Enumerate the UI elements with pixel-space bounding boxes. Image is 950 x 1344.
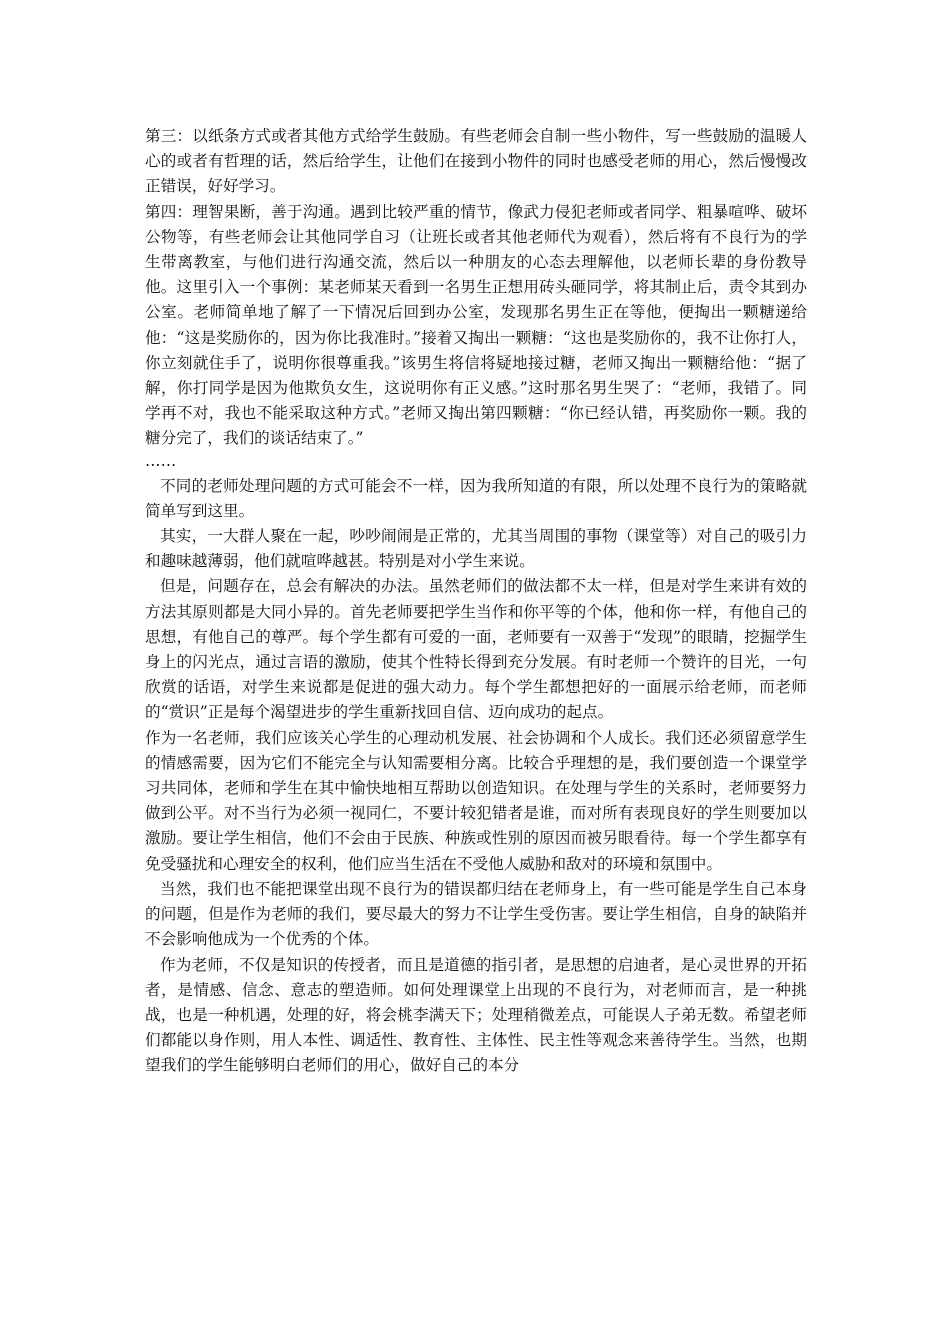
paragraph-fourth-method: 第四：理智果断，善于沟通。遇到比较严重的情节，像武力侵犯老师或者同学、粗暴喧哗、破坏公物等，有些老师会让其他同学自习（让班长或者其他老师代为观看），然后将有不良行为的学生带离教室，与他们进行沟通交流，然后以一种朋友的心态去理解他，以老师长辈的身份教导他。这里引入一个事例：某老师某天看到一名男生正想用砖头砸同学，将其制止后，责令其到办公室。老师简单地了解了一下情况后回到办公室，发现那名男生正在等他，便掏出一颗糖递给他：“这是奖励你的，因为你比我准时。”接着又掏出一颗糖：“这也是奖励你的，我不让你打人，你立刻就住手了，说明你很尊重我。”该男生将信将疑地接过糖，老师又掏出一颗糖给他：“据了解，你打同学是因为他欺负女生，这说明你有正义感。”这时那名男生哭了：“老师，我错了。同学再不对，我也不能采取这种方式。”老师又掏出第四颗糖：“你已经认错，再奖励你一颗。我的糖分完了，我们的谈话结束了。”: [145, 202, 807, 448]
document-body: [145, 124, 807, 1079]
paragraph-noise-is-normal: 其实，一大群人聚在一起，吵吵闹闹是正常的，尤其当周围的事物（课堂等）对自己的吸引力和趣味越薄弱，他们就喧哗越甚。特别是对小学生来说。: [145, 527, 807, 571]
paragraph-as-a-teacher: 作为一名老师，我们应该关心学生的心理动机发展、社会协调和个人成长。我们还必须留意学生的情感需要，因为它们不能完全与认知需要相分离。比较合乎理想的是，我们要创造一个课堂学习共同体，老师和学生在其中愉快地相互帮助以创造知识。在处理与学生的关系时，老师要努力做到公平。对不当行为必须一视同仁，不要计较犯错者是谁，而对所有表现良好的学生则要加以激励。要让学生相信，他们不会由于民族、种族或性别的原因而被另眼看待。每一个学生都享有免受骚扰和心理安全的权利，他们应当生活在不受他人威胁和敌对的环境和氛围中。: [145, 728, 807, 873]
paragraph-solutions-exist: 但是，问题存在，总会有解决的办法。虽然老师们的做法都不太一样，但是对学生来讲有效的方法其原则都是大同小异的。首先老师要把学生当作和你平等的个体，他和你一样，有他自己的思想，有他自己的尊严。每个学生都有可爱的一面，老师要有一双善于“发现”的眼睛，挖掘学生身上的闪光点，通过言语的激励，使其个性特长得到充分发展。有时老师一个赞许的目光，一句欣赏的话语，对学生来说都是促进的强大动力。每个学生都想把好的一面展示给老师，而老师的“赏识”正是每个渴望进步的学生重新找回自信、迈向成功的起点。: [145, 577, 807, 722]
paragraph-ellipsis: ……: [145, 451, 177, 470]
paragraph-conclusion: 作为老师，不仅是知识的传授者，而且是道德的指引者，是思想的启迪者，是心灵世界的开拓者，是情感、信念、意志的塑造师。如何处理课堂上出现的不良行为，对老师而言，是一种挑战，也是一种机遇，处理的好，将会桃李满天下；处理稍微差点，可能误人子弟无数。希望老师们都能以身作则，用人本性、调适性、教育性、主体性、民主性等观念来善待学生。当然，也期望我们的学生能够明白老师们的用心，做好自己的本分: [145, 955, 807, 1075]
paragraph-third-method: 第三：以纸条方式或者其他方式给学生鼓励。有些老师会自制一些小物件，写一些鼓励的温暖人心的或者有哲理的话，然后给学生，让他们在接到小物件的同时也感受老师的用心，然后慢慢改正错误，好好学习。: [145, 127, 807, 196]
paragraph-different-teachers: 不同的老师处理问题的方式可能会不一样，因为我所知道的有限，所以处理不良行为的策略就简单写到这里。: [145, 476, 807, 520]
paragraph-of-course: 当然，我们也不能把课堂出现不良行为的错误都归结在老师身上，有一些可能是学生自己本身的问题，但是作为老师的我们，要尽最大的努力不让学生受伤害。要让学生相信，自身的缺陷并不会影响他成为一个优秀的个体。: [145, 879, 807, 949]
